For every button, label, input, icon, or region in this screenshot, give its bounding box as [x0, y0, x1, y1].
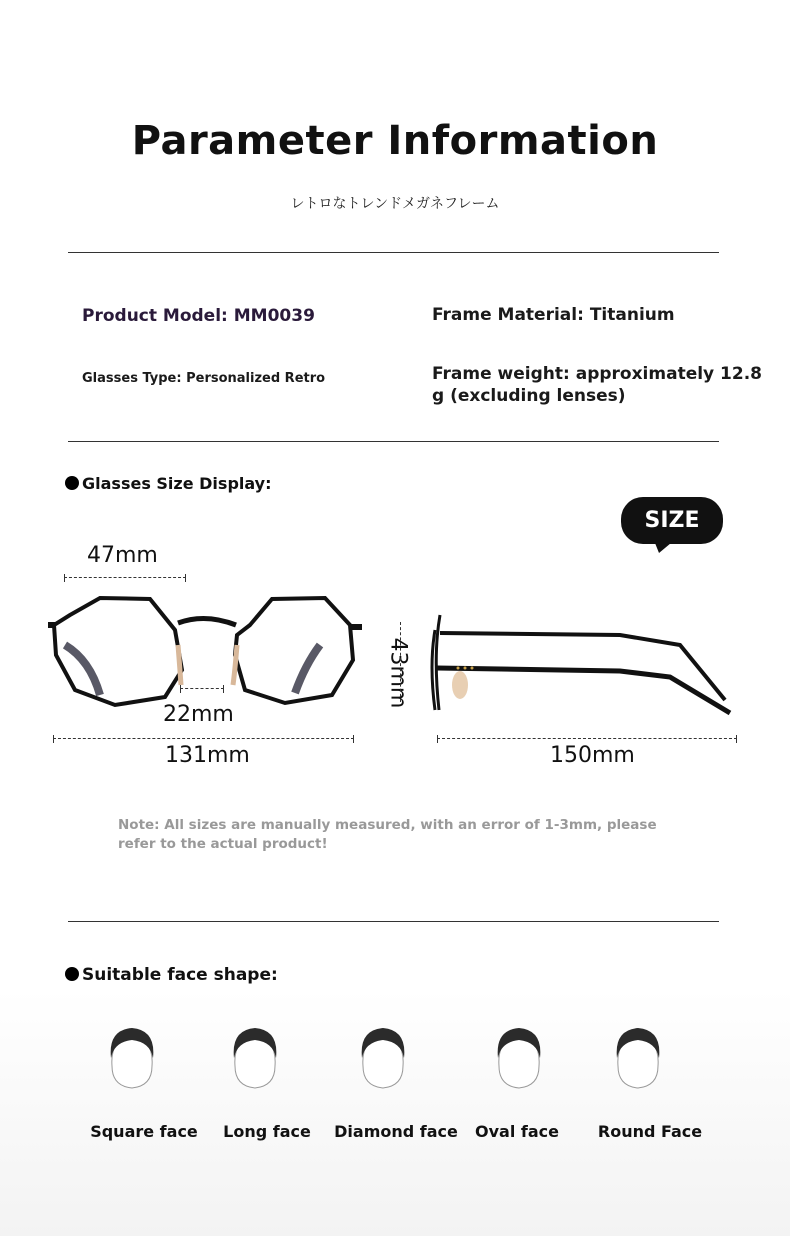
face-shape-label: Long face [223, 1122, 311, 1141]
lens-width-line [64, 577, 186, 578]
lens-width-label: 47mm [87, 543, 158, 568]
bullet-icon [65, 476, 79, 490]
glasses-type: Glasses Type: Personalized Retro [82, 371, 326, 386]
divider [68, 252, 719, 253]
frame-weight [432, 363, 762, 407]
temple-length-label: 150mm [550, 743, 635, 768]
lens-height-label: 43mm [385, 637, 411, 709]
face-shape-icon [357, 1026, 409, 1090]
face-shape-label: Oval face [475, 1122, 559, 1141]
divider [68, 921, 719, 922]
size-section-heading [65, 474, 272, 493]
page-subtitle: レトロなトレンドメガネフレーム [290, 196, 500, 212]
measurement-note: Note: All sizes are manually measured, with an error of 1-3mm, please refer to the actual product! [118, 817, 657, 852]
page-title: Parameter Information [131, 118, 659, 164]
lens-height-line [400, 622, 401, 702]
size-badge [621, 497, 723, 544]
glasses-front-view-icon [40, 585, 370, 715]
frame-weight-line1: Frame weight: approximately 12.8 [432, 364, 762, 384]
divider [68, 441, 719, 442]
frame-width-label: 131mm [165, 743, 250, 768]
face-shape-label: Square face [90, 1122, 198, 1141]
face-section-heading [65, 965, 278, 985]
face-shape-icon [493, 1026, 545, 1090]
frame-width-line [53, 738, 354, 739]
size-heading-text: Glasses Size Display: [82, 474, 272, 493]
speech-tail-icon [655, 543, 671, 553]
bullet-icon [65, 967, 79, 981]
frame-weight-line2: g (excluding lenses) [432, 386, 626, 406]
glasses-side-view-icon [425, 605, 745, 720]
temple-length-line [437, 738, 737, 739]
face-shape-label: Diamond face [334, 1122, 458, 1141]
face-shape-label: Round Face [597, 1122, 703, 1141]
size-badge-text: SIZE [644, 508, 700, 533]
face-shape-icon [229, 1026, 281, 1090]
frame-material: Frame Material: Titanium [432, 305, 675, 325]
bridge-width-label: 22mm [163, 702, 234, 727]
face-shape-icon [612, 1026, 664, 1090]
product-model: Product Model: MM0039 [82, 306, 315, 326]
face-heading-text: Suitable face shape: [82, 965, 278, 985]
bridge-width-line [180, 688, 224, 689]
face-shape-icon [106, 1026, 158, 1090]
